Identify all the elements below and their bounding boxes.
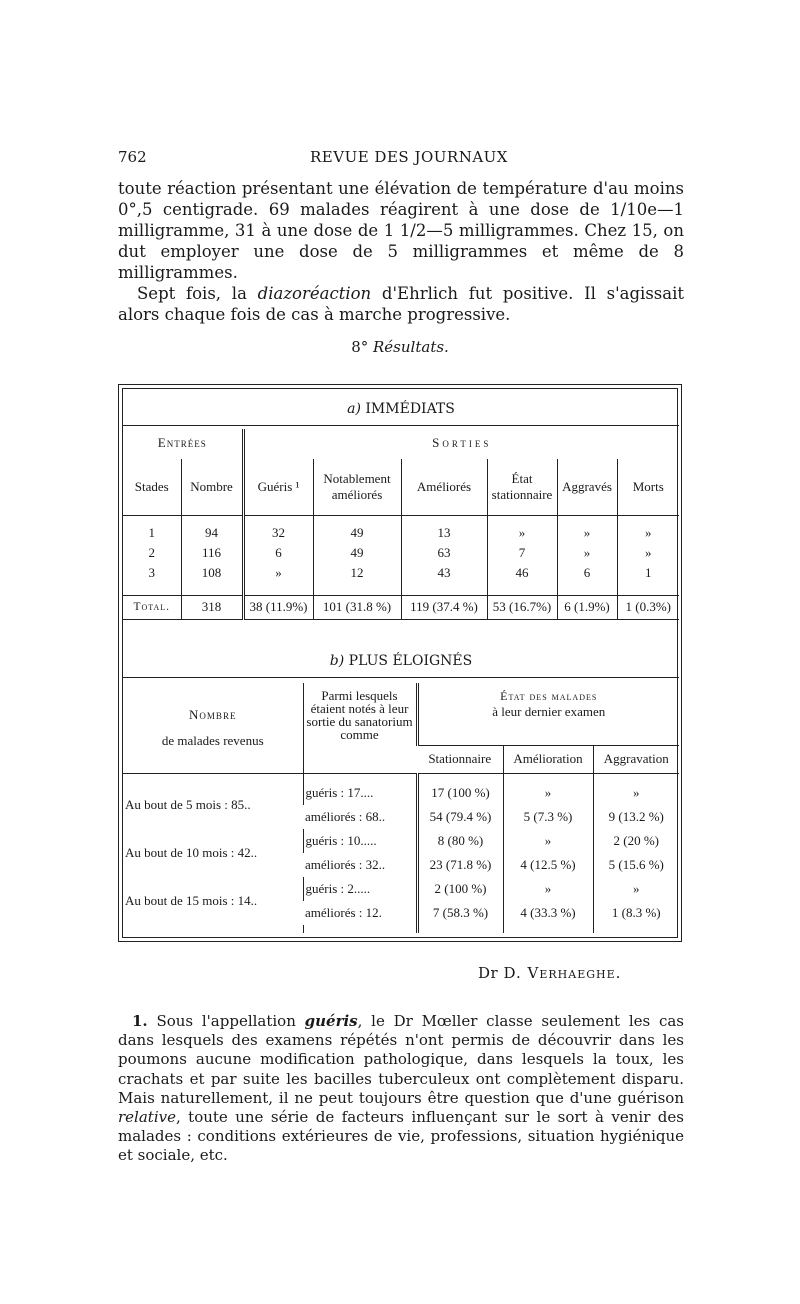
cell: 46 [487, 563, 557, 583]
table-row [123, 543, 679, 563]
cell: 7 [487, 543, 557, 563]
table-b-title: PLUS ÉLOIGNÉS [348, 653, 473, 669]
cell: 3 [148, 565, 155, 580]
cell: 1 [617, 563, 679, 583]
footnote-number: 1. [132, 1012, 148, 1030]
header-etat-stationnaire: État stationnaire [487, 459, 557, 515]
cell: guéris : 10..... [303, 829, 417, 853]
header-stades: Stades [134, 478, 169, 494]
cell: 108 [181, 563, 243, 583]
group-label-text: Au bout de 10 mois : 42.. [125, 845, 258, 860]
footnote-em-b: relative [118, 1108, 176, 1127]
cell: 1 (0.3%) [617, 595, 679, 619]
table-a-caption [123, 401, 679, 417]
paragraph-1: toute réaction présentant une élévation de température d'au moins 0°,5 centigrade. 69 malades réagirent à une dose de 1/10e—1 milligramme, 31 à une dose de 1 1/2—5 milligrammes. Chez 15, on dut employer une dose de 5 milligrammes et même de 8 milligrammes. [118, 179, 684, 282]
cell: 12 [313, 563, 401, 583]
header-gueris: Guéris ¹ [243, 459, 313, 515]
group-label [123, 781, 303, 829]
paragraph-2-emphasis: diazoréaction [257, 284, 372, 303]
cell: » [617, 523, 679, 543]
cell: 6 [557, 563, 617, 583]
cell: 7 (58.3 %) [417, 901, 503, 925]
cell: 9 (13.2 %) [593, 805, 679, 829]
cell: améliorés : 32.. [305, 857, 386, 872]
table-row [123, 563, 679, 583]
total-row [123, 595, 679, 619]
cell: 53 (16.7%) [487, 595, 557, 619]
cell: 43 [401, 563, 487, 583]
table-a-rule [123, 425, 679, 426]
cell: 5 (15.6 %) [593, 853, 679, 877]
author-title: Dr [478, 964, 499, 982]
header-aggravation: Aggravation [593, 745, 679, 773]
cell: 1 (8.3 %) [593, 901, 679, 925]
total-label: Total. [133, 601, 171, 613]
cell: améliorés : 12. [305, 905, 382, 920]
header-etat-malades [417, 683, 679, 745]
cell: 13 [401, 523, 487, 543]
section-title: Résultats. [373, 338, 449, 356]
cell: » [557, 523, 617, 543]
cell: » [487, 523, 557, 543]
header-notablement-ameliores: Notablement améliorés [313, 459, 401, 515]
cell: 94 [181, 523, 243, 543]
header-etat-line1: État des malades [500, 689, 598, 703]
table-immediats [123, 429, 679, 620]
group-label-text: Au bout de 15 mois : 14.. [125, 893, 258, 908]
header-nombre-line2: de malades revenus [161, 732, 264, 748]
cell: » [503, 781, 593, 805]
cell: » [557, 543, 617, 563]
cell: 49 [313, 543, 401, 563]
header-nombre-line1: Nombre [189, 706, 237, 722]
footnote [118, 1012, 684, 1166]
cell: 49 [313, 523, 401, 543]
cell: 5 (7.3 %) [503, 805, 593, 829]
cell: » [503, 829, 593, 853]
paragraph-2-start: Sept fois, la [137, 284, 258, 303]
section-number: 8° [351, 338, 369, 356]
cell: 119 (37.4 %) [401, 595, 487, 619]
table-a-letter: a) [347, 401, 361, 417]
cell: 2 [148, 545, 155, 560]
cell: » [593, 877, 679, 901]
results-frame [118, 384, 682, 942]
cell: guéris : 17.... [303, 781, 417, 805]
cell: 23 (71.8 %) [417, 853, 503, 877]
cell: 38 (11.9%) [243, 595, 313, 619]
header-aggraves: Aggravés [557, 459, 617, 515]
cell: 2 (100 %) [417, 877, 503, 901]
cell: 4 (33.3 %) [503, 901, 593, 925]
table-b-caption [123, 653, 679, 669]
author-signature [478, 964, 621, 982]
paragraph-2-end: d'Ehrlich fut positive. Il s'agissait alors chaque fois de cas à marche progressive. [118, 284, 684, 324]
page-number: 762 [118, 148, 147, 166]
footnote-text-b: , le Dr Mœller classe seulement les cas dans lesquels des examens répétés n'ont permis de découvrir dans les poumons aucune modification pathologique, dans lesquels la toux, les crachats et par suite les bacilles tuberculeux ont complètement disparu. Mais naturellement, il ne peut toujours être question que d'une guérison [118, 1012, 684, 1107]
cell: guéris : 2..... [303, 877, 417, 901]
table-row [123, 523, 679, 543]
cell: améliorés : 68.. [305, 809, 386, 824]
cell: » [503, 877, 593, 901]
footnote-em-a: guéris [304, 1012, 358, 1030]
cell: 4 (12.5 %) [503, 853, 593, 877]
header-etat-line2: à leur dernier examen [492, 704, 606, 719]
header-amelioration: Amélioration [503, 745, 593, 773]
header-morts: Morts [617, 459, 679, 515]
group-label [123, 877, 303, 925]
table-eloignes [123, 683, 679, 933]
table-b-rule [123, 677, 679, 678]
header-ameliores: Améliorés [401, 459, 487, 515]
group-label-text: Au bout de 5 mois : 85.. [125, 797, 251, 812]
cell: 6 [243, 543, 313, 563]
cell: 101 (31.8 %) [313, 595, 401, 619]
cell: 63 [401, 543, 487, 563]
header-nombre: Nombre [181, 459, 243, 515]
cell: 116 [181, 543, 243, 563]
cell: 1 [148, 525, 155, 540]
running-title: REVUE DES JOURNAUX [310, 148, 508, 166]
group-label [123, 829, 303, 877]
cell: 17 (100 %) [417, 781, 503, 805]
section-heading [0, 338, 800, 356]
cell: » [243, 563, 313, 583]
cell: 2 (20 %) [593, 829, 679, 853]
paragraph-2 [118, 283, 684, 325]
table-b-letter: b) [329, 653, 345, 669]
author-name: D. Verhaeghe. [503, 964, 622, 982]
header-parmi-lesquels: Parmi lesquels étaient notés à leur sortie du sanatorium comme [303, 683, 417, 773]
cell: » [593, 781, 679, 805]
header-nombre-malades [123, 683, 303, 773]
header-stationnaire: Stationnaire [417, 745, 503, 773]
group-sorties: Sorties [243, 429, 679, 459]
table-row [123, 829, 679, 853]
table-row [123, 877, 679, 901]
footnote-text-a: Sous l'appellation [147, 1012, 305, 1030]
cell: 6 (1.9%) [557, 595, 617, 619]
cell: 8 (80 %) [417, 829, 503, 853]
table-a-title: IMMÉDIATS [365, 401, 455, 417]
cell: » [617, 543, 679, 563]
cell: 32 [243, 523, 313, 543]
footnote-paragraph [118, 1012, 684, 1166]
group-entries: Entrées [157, 435, 207, 450]
cell: 318 [181, 595, 243, 619]
table-row [123, 781, 679, 805]
footnote-text-c: , toute une série de facteurs influençant sur le sort à venir des malades : conditions extérieures de vie, professions, situation hygiénique et sociale, etc. [118, 1108, 684, 1165]
body-text [118, 178, 684, 325]
cell: 54 (79.4 %) [417, 805, 503, 829]
results-frame-inner [122, 388, 678, 938]
